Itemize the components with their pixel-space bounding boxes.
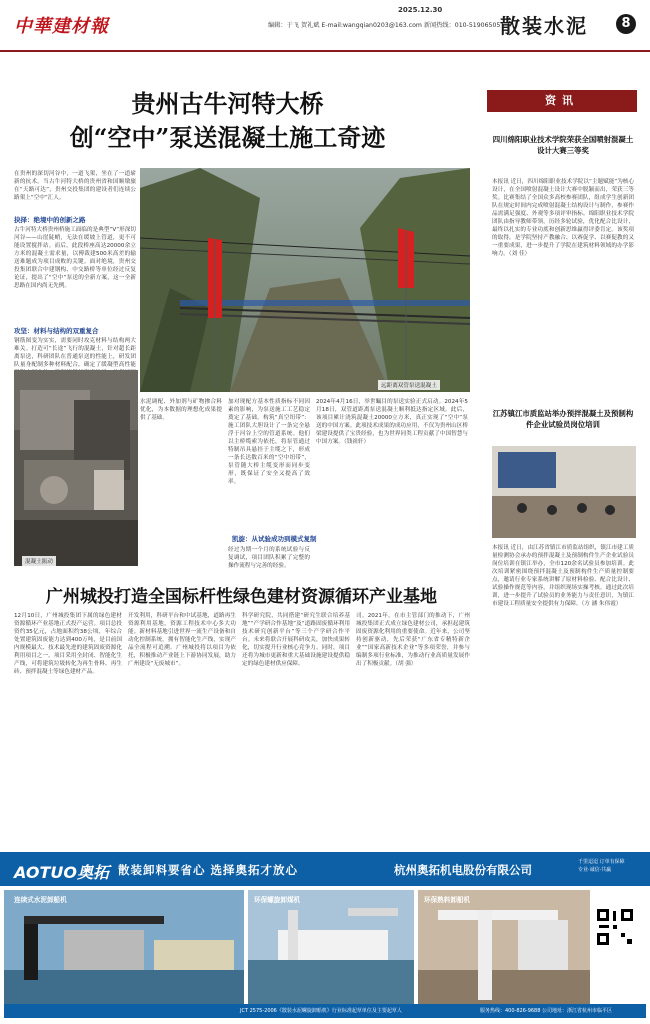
training-photo (492, 446, 636, 538)
ad-panel-2-image (248, 890, 414, 1016)
ad-panel-coal-unloader (248, 890, 414, 1016)
ad-panel-3-image (418, 890, 590, 1016)
sidebar-story2-body: 本报讯 近日，由江苏省镇江市质监站组织，镇江市建工质量检测协会承办的预拌混凝土及预制构件生产企业试验员岗位培训在镇江举办，全市120余名试验员参加培训。此次培训紧密围绕预拌混凝土及预制构件生产质量控制要点，邀请行业专家系统讲解了原材料检验、配合比设计、试验操作规范等内容，并组织现场实操考核。通过此次培训，进一步提升了试验员的业务能力与责任意识，为镇江市建设工程质量安全提供有力保障。（方 涵 朱伟霞） (492, 545, 634, 607)
bridge-photo-image (140, 168, 470, 392)
qr-code-icon (594, 906, 636, 948)
ad-panel-3-label: 环保熟料卸船机 (424, 896, 471, 904)
ad-panel-2-label: 环保螺旋卸煤机 (254, 896, 301, 904)
bridge-photo (140, 168, 470, 392)
ad-footer-contact: 服务热线：400-826-9688 公司地址：浙江省杭州市临平区 (480, 1008, 613, 1014)
bridge-photo-caption: 远距离双管泵送混凝土 (378, 380, 440, 390)
article1-subhead-2: 攻坚：材料与结构的双重复合 (14, 327, 99, 335)
article1-col-5: 2024年4月16日，举世瞩目的泵送实验正式启动。2024年5月18日，双管道距离泵送混凝土顺利抵达指定区域。此后，该项目累计浇筑混凝土20000立方米，真正实现了“空中”泵送的中国方案。此项技术成果的成功应用，不仅为贵州山区桥梁建设提供了宝贵经验，也为世界同类工程贡献了中国智慧与中国方案。（钱祖轩） (316, 399, 468, 445)
newspaper-logo: 中華建材報 (14, 16, 109, 37)
article1-col-3: 水泥调配、外加剂与矿物掺合料优化，为本数据的理想化成果提供了基础。 (140, 399, 222, 421)
article2-col-1: 12月10日，广州城投集团下属的绿色建材资源循环产业基地正式投产运营。项目总投资约35亿元，占地面积约38公顷，年综合处置建筑固废能力达到400万吨，是目前国内规模最大、技术最先进的建筑固废资源化利用项目之一。项目采用全封闭、智能化生产线，可将建筑垃圾转化为再生骨料、再生砖、预拌混凝土等绿色建材产品。 (14, 613, 122, 675)
sidebar-story2-title: 江苏镇江市质监站举办预拌混凝土及预制构件企业试验员岗位培训 (492, 409, 634, 429)
page-number: 8 (616, 14, 636, 34)
concrete-photo-image (14, 370, 138, 566)
ad-logo: AOTUO奥拓 (14, 863, 110, 882)
ad-panel-clinker-unloader (418, 890, 590, 1016)
article2-col-2: 开发利用，科研平台和中试基地，道路再生资源利用基地，资源工程技术中心多大功能。新材料基地引进世界一流生产设备和自动化控制系统，拥有智能化生产线，实现产品全流程可追溯。广州城投将以项目为依托，积极推动产业链上下游协同发展，助力广州建设“无废城市”。 (128, 613, 236, 667)
sidebar-story1-title: 四川绵阳职业技术学院荣获全国喷射混凝土设计大赛三等奖 (492, 135, 634, 155)
article1-para-2: 钢筋图变为实实，需要同时攻克材料与结构两大难关。打造可“长途”飞行的混凝土，针对超长距离泵送，科研团队在普通泵送的性能上，研发团队量身配制多种材料配合，确定了缓凝型高性能 (14, 338, 136, 368)
ad-tagline-1: 千里迢迢 订单有保障 (578, 859, 625, 865)
concrete-photo-caption: 混凝土振动 (22, 556, 56, 566)
article1-subhead-3: 凯旋：从试验成功到模式复制 (232, 535, 317, 543)
editor-contact: 编辑：于飞 贺礼斌 E-mail:wangqian0203@163.com 新闻热线：010-51906505 (268, 22, 501, 29)
article2-col-4: 司。2021年，在市主管部门的推动下，广州城投集团正式成立绿色建材公司，承担起建筑固废资源化利用的重要使命。近年来，公司坚持创新驱动，先后荣获“广东省专精特新企业”“国家高新技术企业”等多项荣誉，并参与编制多项行业标准，为推动行业高质量发展作出了积极贡献。（胡 强） (356, 613, 470, 667)
ad-tagline (578, 858, 625, 874)
issue-date: 2025.12.30 (398, 6, 443, 14)
qr-code (594, 906, 636, 948)
ad-footer-standard: JCT 2575-2006《散装水泥螺旋卸船机》行业标准起草单位及主要起草人 (240, 1008, 402, 1014)
ad-panel-1-image (4, 890, 244, 1016)
news-section-header: 资讯 (487, 90, 637, 112)
ad-company-name: 杭州奥拓机电股份有限公司 (394, 863, 532, 877)
article1-subhead-1: 抉择：绝境中的创新之路 (14, 216, 86, 224)
ad-slogan: 散装卸料要省心 选择奥拓才放心 (118, 863, 299, 877)
article1-col-4: 加对现配方基本性质指标不同因素的影响，为泵送施工工艺稳定奠定了基础。构筑“真空纽带”：施工团队大胆设计了一条完全悬浮于河谷上空的管道系统。他们以主桥缆索为依托，将泵管通过特制吊具悬挂于主缆之下，形成一条长达数百米的“空中纽带”，泵管随大桥主缆变形而同步变形，既保证了安全又提高了效率。 (228, 399, 310, 485)
ad-tagline-2: 专业·诚信·共赢 (578, 867, 612, 873)
training-photo-image (492, 446, 636, 538)
concrete-photo (14, 370, 138, 566)
article1-lead: 在贵州的深切河谷中，一道飞架，坐在了一道崭新的抗术。当古牛河特大桥的贵州省和国顺墩旅在“天路可达”，贵州交投集团的建设者们连续公路架上“空中”汇人。 (14, 171, 136, 201)
section-title: 散装水泥 (500, 14, 588, 38)
sidebar-story1-body: 本报讯 近日，四川绵阳职业技术学院以“主题赋能”为核心设计，在全国喷射混凝土设计大赛中脱颖而出，荣获三等奖。比赛集结了全国众多高校参赛团队，组成学生创新团队在规定时间内完成喷射混凝土结构设计与制作，参赛作品需满足强度、外观等多项评审指标。绵阳职业技术学院团队由指导教师带领，历经多轮试验，优化配合比设计，最终以扎实的专业功底和创新思维赢得评委肯定。该奖项的取得，是学院坚持产教融合、以赛促学、以赛促教的又一重要成果，进一步提升了学院在建筑材料领域的办学影响力。（刘 佳） (492, 179, 634, 257)
article1-para-1: 古牛河特大桥贵州桥施工面临的是典型“V”形深切河谷——山崖陡峭，无法在缓坡上管道，更不可能设置搅拌站。而后，此段桥座高达20000余立方米的混凝土需求量，以傅裁建500米高差的输送难题成为项目成败的关键。面对绝境，贵州交投集团联合中建钢构、中交路桥等单位经过反复论证，提出了“空中”泵送的全新方案，这一全新思路在国内尚无先例。 (14, 227, 136, 289)
article1-title-line1: 贵州古牛河特大桥 (131, 89, 324, 118)
article2-title: 广州城投打造全国标杆性绿色建材资源循环产业基地 (46, 587, 437, 607)
article1-para-3: 经过为期一个月的系统试验与反复调试，项目团队积累了完整的操作流程与完善的经验。 (228, 547, 310, 569)
article2-col-3: 科学研究院，共同搭建“研究生联合培养基地”“产学研合作基地”及“道路固废循环利用技术研究创新平台”等三个产学研合作平台。未来将联合开展科研攻关，加快成果转化，切实提升行业核心竞争力。同时，项目还将为城市更新和重大基础设施建设提供稳定的绿色建材供应保障。 (242, 613, 350, 667)
article1-title-line2: 创“空中”泵送混凝土施工奇迹 (69, 123, 386, 152)
ad-panel-1-label: 连续式水泥卸船机 (14, 896, 67, 904)
ad-panel-cement-unloader (4, 890, 244, 1016)
